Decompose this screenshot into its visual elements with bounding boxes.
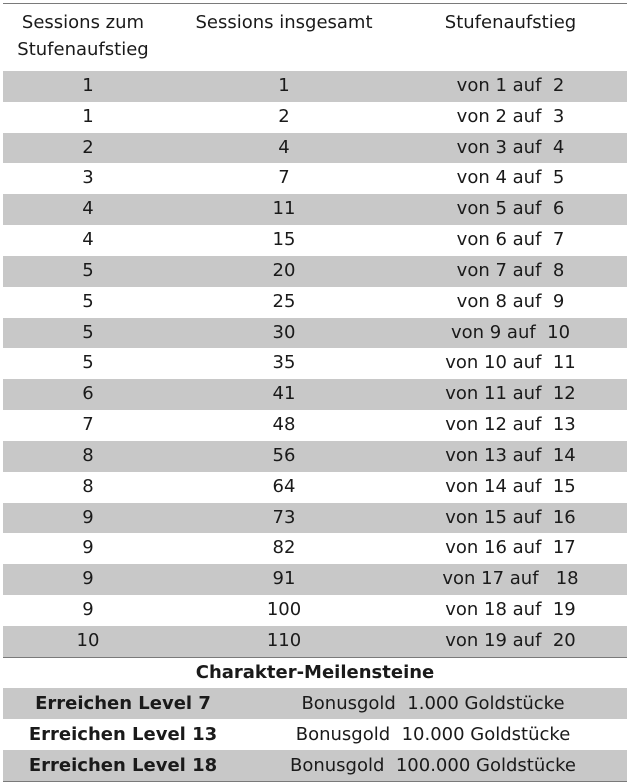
sessions-to-level-up-cell: 8 — [82, 444, 94, 466]
table-row — [3, 194, 627, 225]
level-up-cell: von 18 auf 19 — [445, 599, 576, 621]
total-sessions-cell: 2 — [278, 105, 290, 127]
header-sessions-to-level-up: Sessions zum Stufenaufstieg — [17, 12, 149, 60]
total-sessions-cell: 41 — [272, 383, 296, 405]
level-progression-table — [3, 3, 627, 782]
sessions-to-level-up-cell: 4 — [82, 229, 94, 251]
sessions-to-level-up-cell: 5 — [82, 321, 94, 343]
level-up-cell: von 16 auf 17 — [445, 537, 576, 559]
total-sessions-cell: 82 — [272, 537, 296, 559]
total-sessions-cell: 100 — [266, 599, 302, 621]
level-up-cell: von 12 auf 13 — [445, 414, 576, 436]
total-sessions-cell: 25 — [272, 290, 296, 312]
sessions-to-level-up-cell: 5 — [82, 290, 94, 312]
sessions-to-level-up-cell: 5 — [82, 259, 94, 281]
total-sessions-cell: 91 — [272, 568, 296, 590]
total-sessions-cell: 64 — [272, 475, 296, 497]
table-row — [3, 163, 627, 194]
table-row — [3, 102, 627, 133]
total-sessions-cell: 56 — [272, 444, 296, 466]
total-sessions-cell: 7 — [278, 167, 290, 189]
milestones-list — [3, 688, 627, 782]
sessions-to-level-up-cell: 6 — [82, 383, 94, 405]
table-row — [3, 287, 627, 318]
milestone-reward: Bonusgold 1.000 Goldstücke — [301, 692, 565, 714]
table-row — [3, 441, 627, 472]
sessions-to-level-up-cell: 3 — [82, 167, 94, 189]
header-total-sessions: Sessions insgesamt — [195, 12, 373, 33]
sessions-to-level-up-cell: 4 — [82, 198, 94, 220]
table-row — [3, 533, 627, 564]
table-row — [3, 348, 627, 379]
table-row — [3, 410, 627, 441]
sessions-to-level-up-cell: 9 — [82, 537, 94, 559]
total-sessions-cell: 48 — [272, 414, 296, 436]
total-sessions-cell: 30 — [272, 321, 296, 343]
sessions-to-level-up-cell: 7 — [82, 414, 94, 436]
milestones-section — [3, 657, 627, 782]
total-sessions-cell: 1 — [278, 75, 290, 96]
milestone-reward: Bonusgold 100.000 Goldstücke — [289, 754, 576, 776]
table-row — [3, 225, 627, 256]
sessions-to-level-up-cell: 1 — [82, 105, 94, 127]
level-up-cell: von 9 auf 10 — [450, 321, 571, 343]
table-row — [3, 503, 627, 534]
total-sessions-cell: 20 — [272, 259, 296, 281]
milestone-row — [3, 688, 627, 719]
level-up-cell: von 11 auf 12 — [445, 383, 576, 405]
table-row — [3, 626, 627, 657]
level-up-cell: von 8 auf 9 — [456, 290, 565, 312]
sessions-to-level-up-cell: 9 — [82, 506, 94, 528]
sessions-to-level-up-cell: 8 — [82, 475, 94, 497]
total-sessions-cell: 35 — [272, 352, 296, 374]
total-sessions-cell: 15 — [272, 229, 296, 251]
sessions-to-level-up-cell: 9 — [82, 568, 94, 590]
milestone-row — [3, 719, 627, 750]
level-up-cell: von 4 auf 5 — [456, 167, 565, 189]
milestone-row — [3, 750, 627, 782]
sessions-to-level-up-cell: 9 — [82, 599, 94, 621]
level-up-cell: von 17 auf 18 — [442, 568, 579, 590]
level-up-cell: von 6 auf 7 — [456, 229, 565, 251]
level-up-cell: von 13 auf 14 — [445, 444, 576, 466]
header-level-up: Stufenaufstieg — [444, 12, 577, 33]
level-up-cell: von 1 auf 2 — [456, 75, 565, 96]
level-up-cell: von 15 auf 16 — [445, 506, 576, 528]
level-up-cell: von 14 auf 15 — [445, 475, 576, 497]
milestone-reward: Bonusgold 10.000 Goldstücke — [295, 723, 571, 745]
total-sessions-cell: 110 — [266, 629, 302, 651]
sessions-to-level-up-cell: 1 — [82, 75, 94, 96]
milestone-label: Erreichen Level 13 — [28, 723, 218, 745]
table-row — [3, 256, 627, 287]
level-up-cell: von 19 auf 20 — [445, 629, 576, 651]
table-header — [3, 3, 627, 71]
level-up-cell: von 5 auf 6 — [456, 198, 565, 220]
total-sessions-cell: 4 — [278, 136, 290, 158]
level-up-cell: von 10 auf 11 — [445, 352, 576, 374]
sessions-to-level-up-cell: 10 — [76, 629, 100, 651]
table-row — [3, 318, 627, 349]
total-sessions-cell: 73 — [272, 506, 296, 528]
level-up-cell: von 7 auf 8 — [456, 259, 565, 281]
table-row — [3, 472, 627, 503]
sessions-to-level-up-cell: 5 — [82, 352, 94, 374]
milestones-title: Charakter-Meilensteine — [195, 661, 435, 683]
table-row — [3, 71, 627, 102]
table-row — [3, 133, 627, 164]
table-row — [3, 379, 627, 410]
table-body — [3, 71, 627, 657]
level-up-cell: von 3 auf 4 — [456, 136, 565, 158]
level-up-cell: von 2 auf 3 — [456, 105, 565, 127]
milestone-label: Erreichen Level 18 — [28, 754, 218, 776]
sessions-to-level-up-cell: 2 — [82, 136, 94, 158]
table-row — [3, 595, 627, 626]
milestone-label: Erreichen Level 7 — [35, 692, 211, 714]
total-sessions-cell: 11 — [272, 198, 296, 220]
table-row — [3, 564, 627, 595]
